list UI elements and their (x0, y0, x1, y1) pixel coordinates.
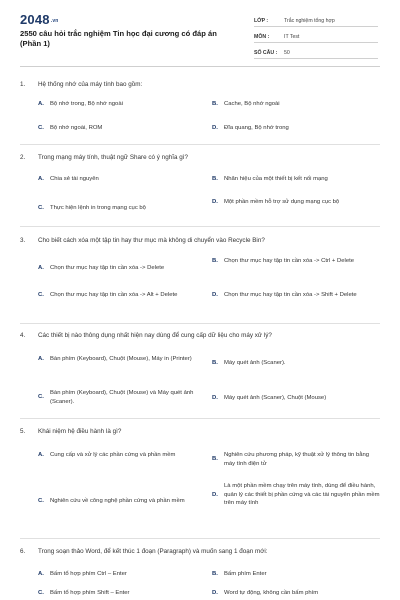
question-text: 4. Các thiết bị nào thông dụng nhất hiện nay dùng để cung cấp dữ liệu cho máy xử lý? (20, 332, 272, 339)
option-5d[interactable]: D. Là một phần mềm chạy trên máy tính, dùng để điều hành, quản lý các thiết bị phần cứng và các tài nguyên phần mềm trên máy tính (212, 483, 380, 507)
option-4d[interactable]: D. Máy quét ảnh (Scaner), Chuột (Mouse) (212, 395, 327, 401)
option-2c[interactable]: C. Thực hiện lệnh in trong mạng cục bộ (38, 205, 146, 211)
site-logo[interactable]: 2048.vn (20, 12, 59, 27)
option-2b[interactable]: B. Nhãn hiệu của một thiết bị kết nối mạng (212, 176, 328, 182)
document-meta (254, 15, 378, 63)
option-4b[interactable]: B. Máy quét ảnh (Scaner). (212, 360, 286, 366)
option-2d[interactable]: D. Một phần mềm hỗ trợ sử dụng mạng cục bộ (212, 199, 340, 205)
meta-class: LỚP : Trắc nghiệm tổng hợp (254, 15, 378, 27)
header-divider (20, 66, 380, 67)
option-1c[interactable]: C. Bộ nhớ ngoài, ROM (38, 125, 103, 131)
question-separator (20, 144, 380, 145)
option-3a[interactable]: A. Chọn thư mục hay tập tin cần xóa -> Delete (38, 265, 165, 271)
option-2a[interactable]: A. Chia sẻ tài nguyên (38, 176, 99, 182)
option-6a[interactable]: A. Bấm tổ hợp phím Ctrl – Enter (38, 571, 127, 577)
question-text: 2. Trong mạng máy tính, thuật ngữ Share có ý nghĩa gì? (20, 154, 188, 161)
question-text: 1. Hệ thống nhớ của máy tính bao gồm: (20, 81, 143, 88)
document-title: 2550 câu hỏi trắc nghiệm Tin học đại cương có đáp án (Phần 1) (20, 29, 217, 48)
question-2 (20, 153, 380, 162)
question-1 (20, 80, 380, 89)
option-1a[interactable]: A. Bộ nhớ trong, Bộ nhớ ngoài (38, 101, 123, 107)
option-5a[interactable]: A. Cung cấp và xử lý các phần cứng và phần mềm (38, 452, 176, 458)
question-text: 3. Cho biết cách xóa một tập tin hay thư mục mà không di chuyển vào Recycle Bin? (20, 237, 265, 244)
document-header (0, 0, 400, 66)
question-3 (20, 236, 380, 245)
option-5c[interactable]: C. Nghiên cứu về công nghệ phần cứng và phần mềm (38, 498, 185, 504)
option-3b[interactable]: B. Chọn thư mục hay tập tin cần xóa -> Ctrl + Delete (212, 258, 355, 264)
question-separator (20, 538, 380, 539)
option-6b[interactable]: B. Bấm phím Enter (212, 571, 267, 577)
option-4a[interactable]: A. Bàn phím (Keyboard), Chuột (Mouse), Máy in (Printer) (38, 356, 192, 362)
question-separator (20, 418, 380, 419)
meta-count: SỐ CÂU : 50 (254, 47, 378, 59)
option-1b[interactable]: B. Cache, Bộ nhớ ngoài (212, 101, 280, 107)
option-6d[interactable]: D. Word tự động, không cần bấm phím (212, 590, 319, 596)
question-separator (20, 226, 380, 227)
question-text: 6. Trong soạn thảo Word, để kết thúc 1 đoạn (Paragraph) và muốn sang 1 đoạn mới: (20, 548, 268, 555)
question-6 (20, 547, 380, 556)
option-1d[interactable]: D. Đĩa quang, Bộ nhớ trong (212, 125, 289, 131)
option-3d[interactable]: D. Chọn thư mục hay tập tin cần xóa -> Shift + Delete (212, 292, 357, 298)
question-separator (20, 323, 380, 324)
question-text: 5. Khái niệm hệ điều hành là gì? (20, 428, 122, 435)
option-5b[interactable]: B. Nghiên cứu phương pháp, kỹ thuật xử lý thông tin bằng máy tính điện tử (212, 452, 370, 467)
question-5 (20, 427, 380, 436)
meta-subject: MÔN : IT Test (254, 31, 378, 43)
option-4c[interactable]: C. Bàn phím (Keyboard), Chuột (Mouse) và Máy quét ảnh (Scaner). (38, 390, 194, 405)
option-3c[interactable]: C. Chọn thư mục hay tập tin cần xóa -> Alt + Delete (38, 292, 178, 298)
option-6c[interactable]: C. Bấm tổ hợp phím Shift – Enter (38, 590, 130, 596)
question-4 (20, 331, 380, 340)
